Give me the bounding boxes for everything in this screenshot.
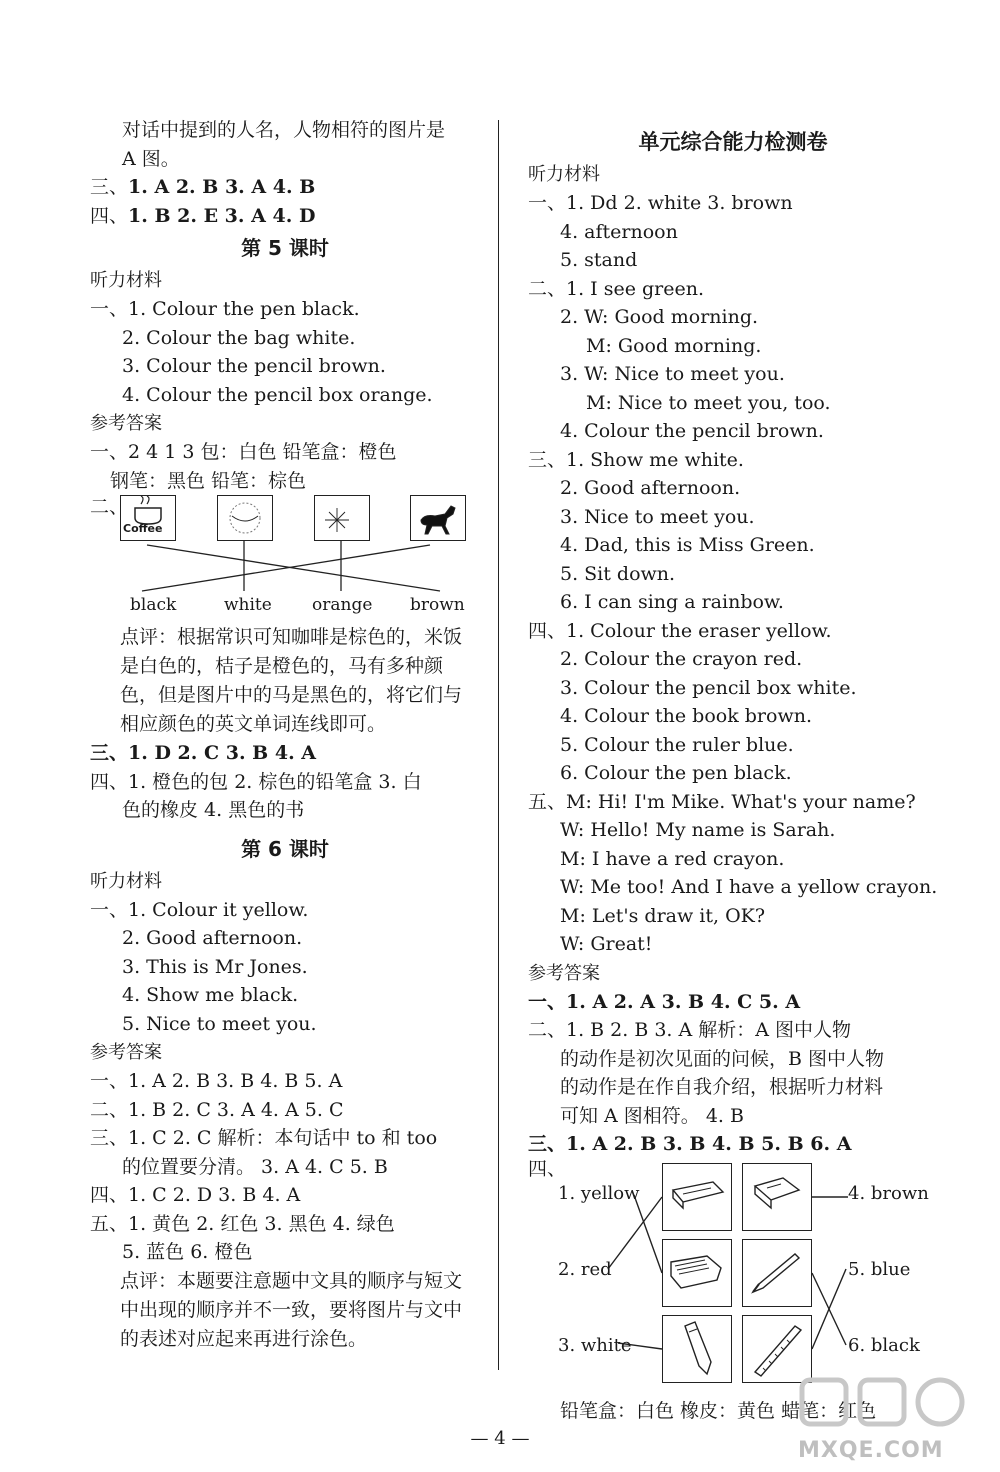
- dialogue-line: M: Let's draw it, OK?: [560, 904, 766, 927]
- answer-line: 一、2 4 1 3 包：白色 铅笔盒：橙色: [90, 441, 397, 463]
- matching-lines: [90, 539, 480, 599]
- list-item: 二、1. I see green.: [528, 277, 705, 300]
- list-item: 3. This is Mr Jones.: [122, 955, 308, 978]
- section-heading: 参考答案: [90, 413, 162, 434]
- answer-line: 一、1. A 2. A 3. B 4. C 5. A: [528, 990, 801, 1013]
- list-item: 5. Nice to meet you.: [122, 1012, 317, 1035]
- list-item: 4. Colour the book brown.: [560, 705, 812, 727]
- text-line: A 图。: [122, 147, 180, 170]
- column-divider: [498, 120, 499, 1370]
- orange-fruit-icon: [315, 496, 369, 540]
- answer-line: 的位置要分清。 3. A 4. C 5. B: [122, 1155, 388, 1178]
- word-black: black: [130, 595, 177, 615]
- watermark: [798, 1374, 978, 1464]
- match-label-black: 6. black: [848, 1334, 920, 1356]
- list-item: 5. Sit down.: [560, 562, 676, 585]
- left-column: [90, 116, 480, 1354]
- answer-line: 三、1. A 2. B 3. A 4. B: [90, 176, 316, 198]
- rice-bowl-icon: [218, 496, 272, 540]
- answer-line: 5. 蓝色 6. 橙色: [122, 1241, 253, 1263]
- horse-image: [410, 495, 466, 541]
- list-item: M: Nice to meet you, too.: [586, 391, 831, 414]
- answer-line: 可知 A 图相符。 4. B: [560, 1104, 744, 1127]
- answer-line: 四、1. 橙色的包 2. 棕色的铅笔盒 3. 白: [90, 770, 422, 793]
- orange-fruit-image: [314, 495, 370, 541]
- question-number: 二、: [90, 496, 129, 518]
- right-column: [528, 124, 938, 1425]
- dialogue-line: M: I have a red crayon.: [560, 847, 785, 870]
- list-item: 4. Colour the pencil box orange.: [122, 383, 433, 406]
- answer-line: 四、1. B 2. E 3. A 4. D: [90, 204, 316, 227]
- list-item: 四、1. Colour the eraser yellow.: [528, 619, 832, 642]
- answer-line: 一、1. A 2. B 3. B 4. B 5. A: [90, 1070, 343, 1092]
- answer-line: 四、1. C 2. D 3. B 4. A: [90, 1184, 301, 1206]
- section-heading: 参考答案: [528, 962, 600, 984]
- match-label-white: 3. white: [558, 1334, 632, 1356]
- dialogue-line: W: Hello! My name is Sarah.: [560, 819, 836, 841]
- text-line: 对话中提到的人名，人物相符的图片是: [122, 119, 446, 141]
- word-white: white: [224, 595, 272, 615]
- list-item: 三、1. Show me white.: [528, 448, 744, 471]
- match-label-yellow: 1. yellow: [558, 1182, 640, 1204]
- list-item: 5. Colour the ruler blue.: [560, 733, 794, 756]
- match-label-blue: 5. blue: [848, 1258, 911, 1280]
- list-item: 3. Colour the pencil box white.: [560, 676, 857, 699]
- stationery-matching-figure: [528, 1159, 938, 1397]
- section-heading: 参考答案: [90, 1042, 162, 1063]
- lesson-5-title: 第 5 课时: [241, 236, 329, 260]
- list-item: 4. afternoon: [560, 220, 678, 243]
- answer-line: 的动作是在作自我介绍，根据听力材料: [560, 1076, 884, 1098]
- section-heading: 听力材料: [528, 164, 600, 185]
- coffee-label: Coffee: [123, 522, 163, 535]
- answer-line: 铅笔盒：白色 橡皮：黄色 蜡笔：红色: [560, 1399, 877, 1422]
- section-heading: 听力材料: [90, 870, 162, 892]
- list-item: 一、1. Colour it yellow.: [90, 898, 309, 921]
- list-item: 2. Good afternoon.: [560, 477, 741, 499]
- word-brown: brown: [410, 595, 465, 615]
- list-item: 一、1. Dd 2. white 3. brown: [528, 192, 793, 214]
- horse-icon: [411, 496, 465, 540]
- dialogue-line: 五、M: Hi! I'm Mike. What's your name?: [528, 790, 916, 813]
- page-number: — 4 —: [470, 1428, 530, 1449]
- question-number: 四、: [528, 1157, 567, 1180]
- list-item: 3. Nice to meet you.: [560, 505, 755, 528]
- dialogue-line: W: Great!: [560, 933, 653, 955]
- list-item: 2. Colour the crayon red.: [560, 648, 803, 670]
- list-item: 5. stand: [560, 249, 638, 271]
- list-item: 2. Colour the bag white.: [122, 326, 356, 349]
- color-matching-figure: [90, 495, 480, 615]
- section-heading: 听力材料: [90, 270, 162, 291]
- list-item: 2. W: Good morning.: [560, 306, 759, 328]
- answer-line: 色的橡皮 4. 黑色的书: [122, 799, 305, 821]
- list-item: 3. Colour the pencil brown.: [122, 355, 386, 377]
- coffee-cup-image: [120, 495, 176, 541]
- unit-test-title: 单元综合能力检测卷: [638, 130, 828, 154]
- answer-line: 五、1. 黄色 2. 红色 3. 黑色 4. 绿色: [90, 1212, 395, 1235]
- watermark-text: MXQE.COM: [798, 1438, 944, 1463]
- answer-line: 二、1. B 2. B 3. A 解析：A 图中人物: [528, 1019, 852, 1041]
- list-item: 6. Colour the pen black.: [560, 762, 792, 784]
- list-item: 4. Dad, this is Miss Green.: [560, 534, 815, 556]
- list-item: 6. I can sing a rainbow.: [560, 591, 784, 613]
- lesson-6-title: 第 6 课时: [241, 836, 329, 861]
- comment-paragraph: 点评：本题要注意题中文具的顺序与短文中出现的顺序并不一致，要将图片与文中的表述对应起来再进行涂色。: [120, 1269, 463, 1350]
- list-item: 4. Show me black.: [122, 984, 299, 1006]
- answer-line: 三、1. D 2. C 3. B 4. A: [90, 742, 317, 764]
- dialogue-line: W: Me too! And I have a yellow crayon.: [560, 876, 938, 898]
- answer-line: 的动作是初次见面的问候，B 图中人物: [560, 1047, 885, 1070]
- answer-line: 三、1. C 2. C 解析：本句话中 to 和 too: [90, 1127, 438, 1149]
- list-item: M: Good morning.: [586, 334, 762, 357]
- word-orange: orange: [312, 595, 373, 615]
- answer-line: 三、1. A 2. B 3. B 4. B 5. B 6. A: [528, 1133, 852, 1155]
- list-item: 2. Good afternoon.: [122, 927, 303, 949]
- comment-paragraph: 点评：根据常识可知咖啡是棕色的，米饭是白色的，桔子是橙色的，马有多种颜色，但是图片中的马是黑色的，将它们与相应颜色的英文单词连线即可。: [120, 626, 463, 735]
- list-item: 3. W: Nice to meet you.: [560, 363, 785, 385]
- answer-line: 二、1. B 2. C 3. A 4. A 5. C: [90, 1098, 344, 1121]
- list-item: 4. Colour the pencil brown.: [560, 420, 824, 442]
- answer-line: 钢笔：黑色 铅笔：棕色: [110, 469, 307, 492]
- rice-bowl-image: [217, 495, 273, 541]
- match-label-red: 2. red: [558, 1258, 612, 1280]
- list-item: 一、1. Colour the pen black.: [90, 298, 360, 320]
- match-label-brown: 4. brown: [848, 1182, 929, 1204]
- watermark-logo-icon: [798, 1374, 978, 1434]
